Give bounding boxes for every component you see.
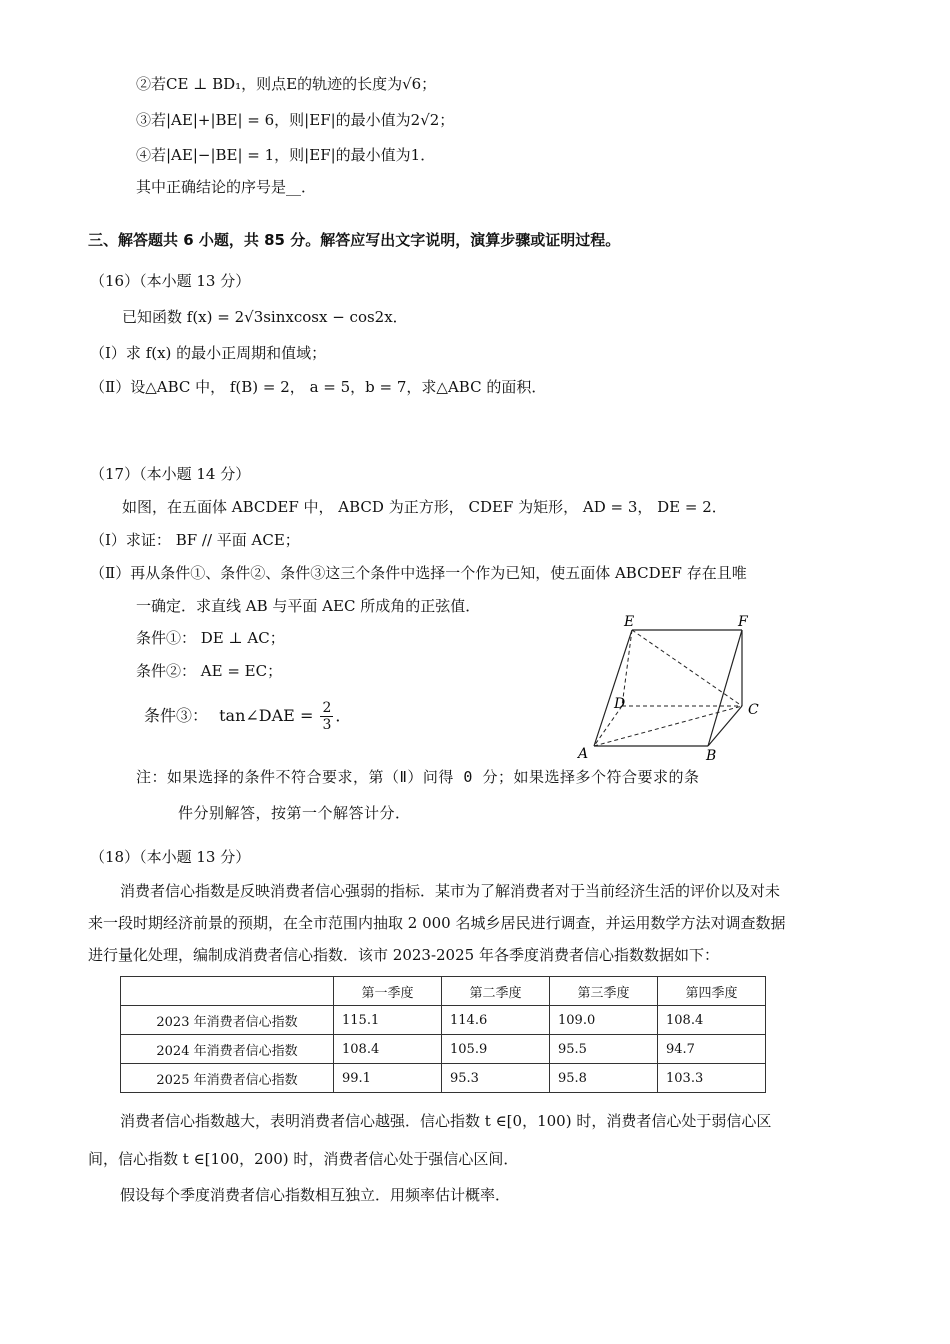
- cond3-numerator: 2: [322, 700, 332, 716]
- prev-ask: 其中正确结论的序号是__．: [136, 178, 317, 196]
- p18-para3: 假设每个季度消费者信心指数相互独立．用频率估计概率．: [120, 1186, 511, 1204]
- table-cell: 95.3: [442, 1064, 550, 1093]
- table-cell: 103.3: [658, 1064, 766, 1093]
- table-header-q3: 第三季度: [550, 977, 658, 1006]
- label-D: D: [614, 696, 626, 712]
- p16-given: 已知函数 f(x) = 2√3sinxcosx − cos2x．: [122, 308, 408, 326]
- table-row-label: 2024 年消费者信心指数: [121, 1035, 334, 1064]
- table-cell: 99.1: [334, 1064, 442, 1093]
- p17-header: （17）（本小题 14 分）: [90, 465, 251, 483]
- label-A: A: [578, 746, 589, 762]
- p16-question-1: （Ⅰ）求 f(x) 的最小正周期和值域；: [90, 344, 327, 362]
- edge-BC: [708, 706, 742, 746]
- table-header-q1: 第一季度: [334, 977, 442, 1006]
- table-header-q2: 第二季度: [442, 977, 550, 1006]
- p18-para1-line3: 进行量化处理，编制成消费者信心指数．该市 2023-2025 年各季度消费者信心指数数据如下：: [88, 946, 719, 964]
- table-cell: 109.0: [550, 1006, 658, 1035]
- cond3-expr: tan∠DAE =: [219, 706, 314, 725]
- edge-EA: [594, 630, 632, 746]
- table-header-corner: [121, 977, 334, 1006]
- cond3-fraction: [320, 700, 333, 733]
- table-row: [121, 1064, 766, 1093]
- prev-item-3: ③若|AE|+|BE| = 6，则|EF|的最小值为2√2；: [136, 111, 455, 129]
- p18-para1-line2: 来一段时期经济前景的预期，在全市范围内抽取 2 000 名城乡居民进行调查，并运用数学方法对调查数据: [88, 914, 786, 932]
- p18-header: （18）（本小题 13 分）: [90, 848, 251, 866]
- label-B: B: [706, 748, 717, 764]
- prev-item-2: ②若CE ⊥ BD₁，则点E的轨迹的长度为√6；: [136, 75, 437, 93]
- cond3-denominator: 3: [322, 717, 332, 733]
- p18-para1-line1: 消费者信心指数是反映消费者信心强弱的指标．某市为了解消费者对于当前经济生活的评价以及对未: [120, 882, 781, 900]
- table-cell: 108.4: [658, 1006, 766, 1035]
- edge-EC: [632, 630, 742, 706]
- p17-condition-2: 条件②： AE = EC；: [136, 662, 283, 680]
- p17-condition-3: [144, 700, 351, 733]
- p17-note-line2: 件分别解答，按第一个解答计分．: [178, 804, 411, 822]
- table-row: [121, 1035, 766, 1064]
- table-row-label: 2023 年消费者信心指数: [121, 1006, 334, 1035]
- section-heading: 三、解答题共 6 小题，共 85 分。解答应写出文字说明，演算步骤或证明过程。: [88, 231, 621, 249]
- cond3-end: ．: [335, 706, 352, 725]
- table-cell: 108.4: [334, 1035, 442, 1064]
- edge-ED: [622, 630, 632, 706]
- table-header-q4: 第四季度: [658, 977, 766, 1006]
- table-row-label: 2025 年消费者信心指数: [121, 1064, 334, 1093]
- table-cell: 95.5: [550, 1035, 658, 1064]
- cond3-prefix: 条件③：: [144, 706, 209, 725]
- table-row: [121, 1006, 766, 1035]
- p18-para2-line1: 消费者信心指数越大，表明消费者信心越强．信心指数 t ∈[0，100) 时，消费者信心处于弱信心区: [120, 1112, 772, 1130]
- p17-given: 如图，在五面体 ABCDEF 中， ABCD 为正方形， CDEF 为矩形， AD = 3， DE = 2．: [122, 498, 727, 516]
- edge-AC: [594, 706, 742, 746]
- p18-para2-line2: 间，信心指数 t ∈[100，200) 时，消费者信心处于强信心区间．: [88, 1150, 519, 1168]
- label-F: F: [738, 614, 748, 630]
- p16-question-2: （Ⅱ）设△ABC 中， f(B) = 2， a = 5，b = 7，求△ABC 的面积．: [90, 378, 547, 396]
- p16-header: （16）（本小题 13 分）: [90, 272, 251, 290]
- table-cell: 94.7: [658, 1035, 766, 1064]
- p17-condition-1: 条件①： DE ⊥ AC；: [136, 629, 285, 647]
- table-cell: 105.9: [442, 1035, 550, 1064]
- p17-question-2-line2: 一确定．求直线 AB 与平面 AEC 所成角的正弦值．: [136, 597, 481, 615]
- edge-FB: [708, 630, 742, 746]
- table-cell: 114.6: [442, 1006, 550, 1035]
- table-cell: 95.8: [550, 1064, 658, 1093]
- prev-item-4: ④若|AE|−|BE| = 1，则|EF|的最小值为1．: [136, 146, 436, 164]
- table-header-row: [121, 977, 766, 1006]
- label-C: C: [748, 702, 759, 718]
- p17-question-2-line1: （Ⅱ）再从条件①、条件②、条件③这三个条件中选择一个作为已知，使五面体 ABCDEF 存在且唯: [90, 564, 747, 582]
- p17-question-1: （Ⅰ）求证： BF // 平面 ACE；: [90, 531, 300, 549]
- p17-note-line1: 注：如果选择的条件不符合要求，第（Ⅱ）问得 0 分；如果选择多个符合要求的条: [136, 768, 700, 786]
- table-cell: 115.1: [334, 1006, 442, 1035]
- pentahedron-figure: [570, 608, 770, 764]
- label-E: E: [624, 614, 635, 630]
- confidence-index-table: [120, 976, 766, 1093]
